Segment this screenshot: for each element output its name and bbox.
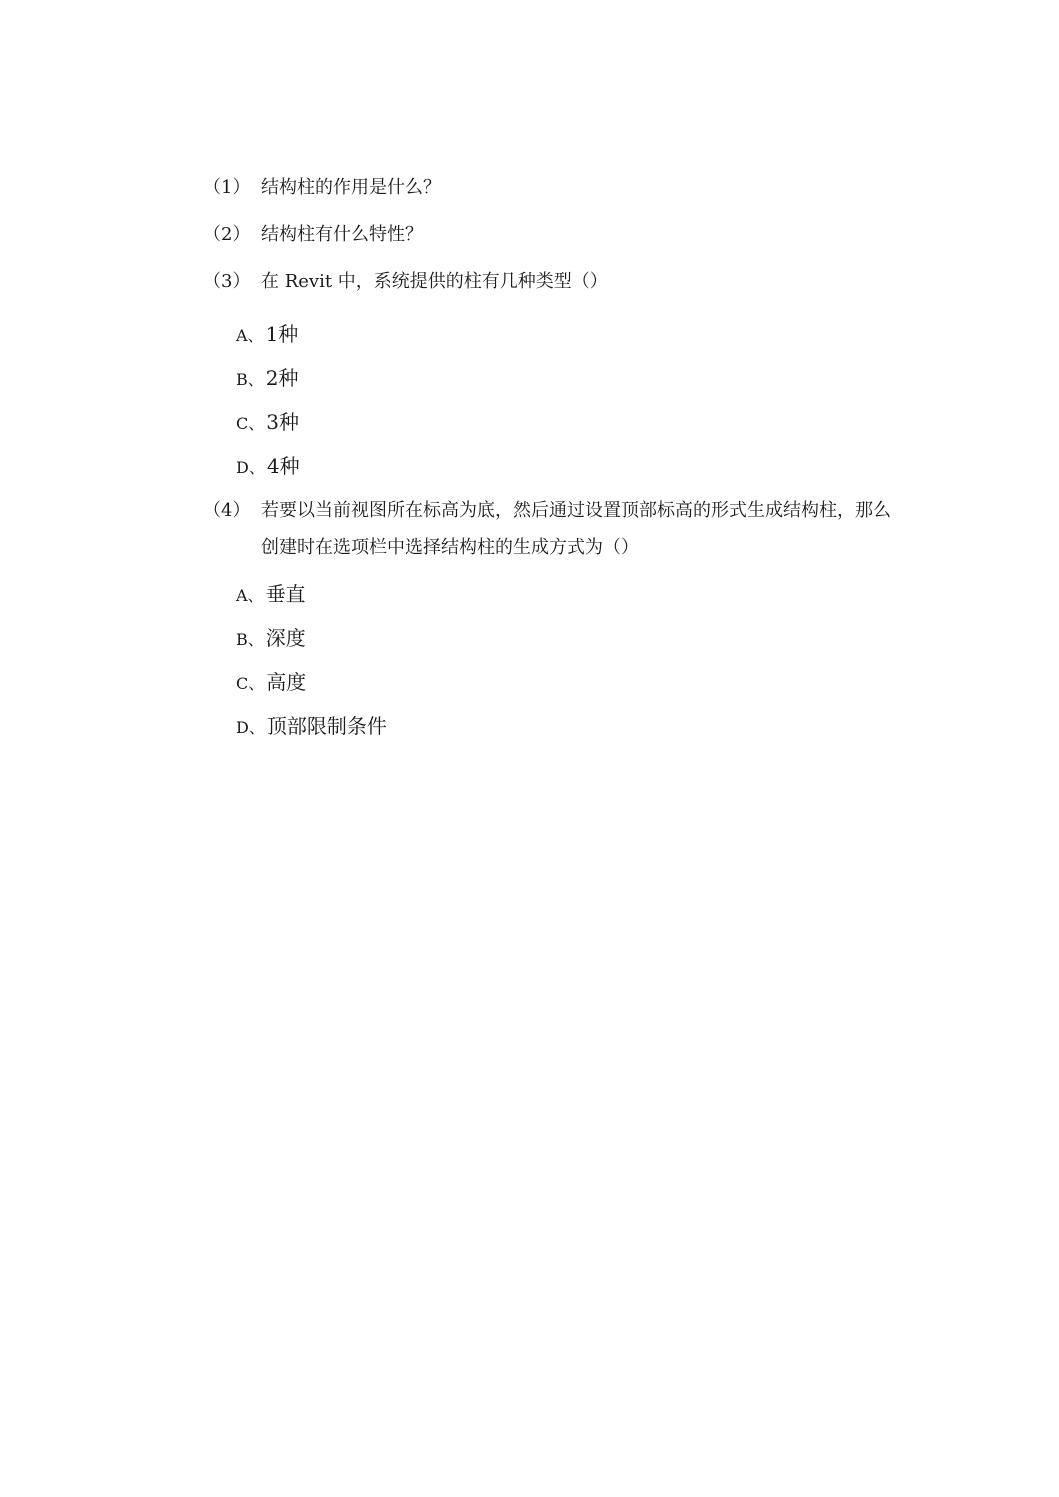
question-4 — [203, 492, 901, 566]
option-text: 垂直 — [265, 582, 306, 606]
question-number: （3） — [203, 271, 251, 292]
question-text: 若要以当前视图所在标高为底，然后通过设置顶部标高的形式生成结构柱，那么创建时在选项栏中选择结构柱的生成方式为（） — [261, 500, 891, 558]
question-text: 结构柱的作用是什么？ — [261, 177, 441, 198]
question-number: （1） — [203, 177, 251, 198]
option-letter: B、 — [236, 370, 264, 389]
question-1 — [203, 174, 441, 202]
option-letter: D、 — [236, 458, 265, 477]
question-2 — [203, 221, 423, 249]
option-text: 顶部限制条件 — [266, 714, 387, 738]
option-4a — [236, 580, 306, 610]
option-3d — [236, 452, 300, 482]
question-text: 结构柱有什么特性？ — [261, 224, 423, 245]
question-number: （2） — [203, 224, 251, 245]
question-text: 在 Revit 中，系统提供的柱有几种类型（） — [261, 271, 608, 292]
option-letter: A、 — [236, 586, 264, 605]
option-letter: D、 — [236, 718, 265, 737]
option-4c — [236, 668, 306, 698]
question-3 — [203, 268, 608, 296]
option-3b — [236, 364, 299, 394]
option-4b — [236, 624, 306, 654]
option-3a — [236, 320, 298, 350]
option-text: 深度 — [265, 626, 306, 650]
option-text: 3种 — [266, 410, 299, 434]
option-text: 1种 — [265, 322, 299, 346]
option-letter: C、 — [236, 674, 265, 693]
option-letter: B、 — [236, 630, 264, 649]
question-number: （4） — [203, 500, 251, 521]
option-text: 高度 — [266, 670, 307, 694]
option-3c — [236, 408, 299, 438]
option-text: 4种 — [266, 454, 300, 478]
option-letter: C、 — [236, 414, 265, 433]
option-text: 2种 — [265, 366, 299, 390]
option-4d — [236, 712, 387, 742]
option-letter: A、 — [236, 326, 264, 345]
